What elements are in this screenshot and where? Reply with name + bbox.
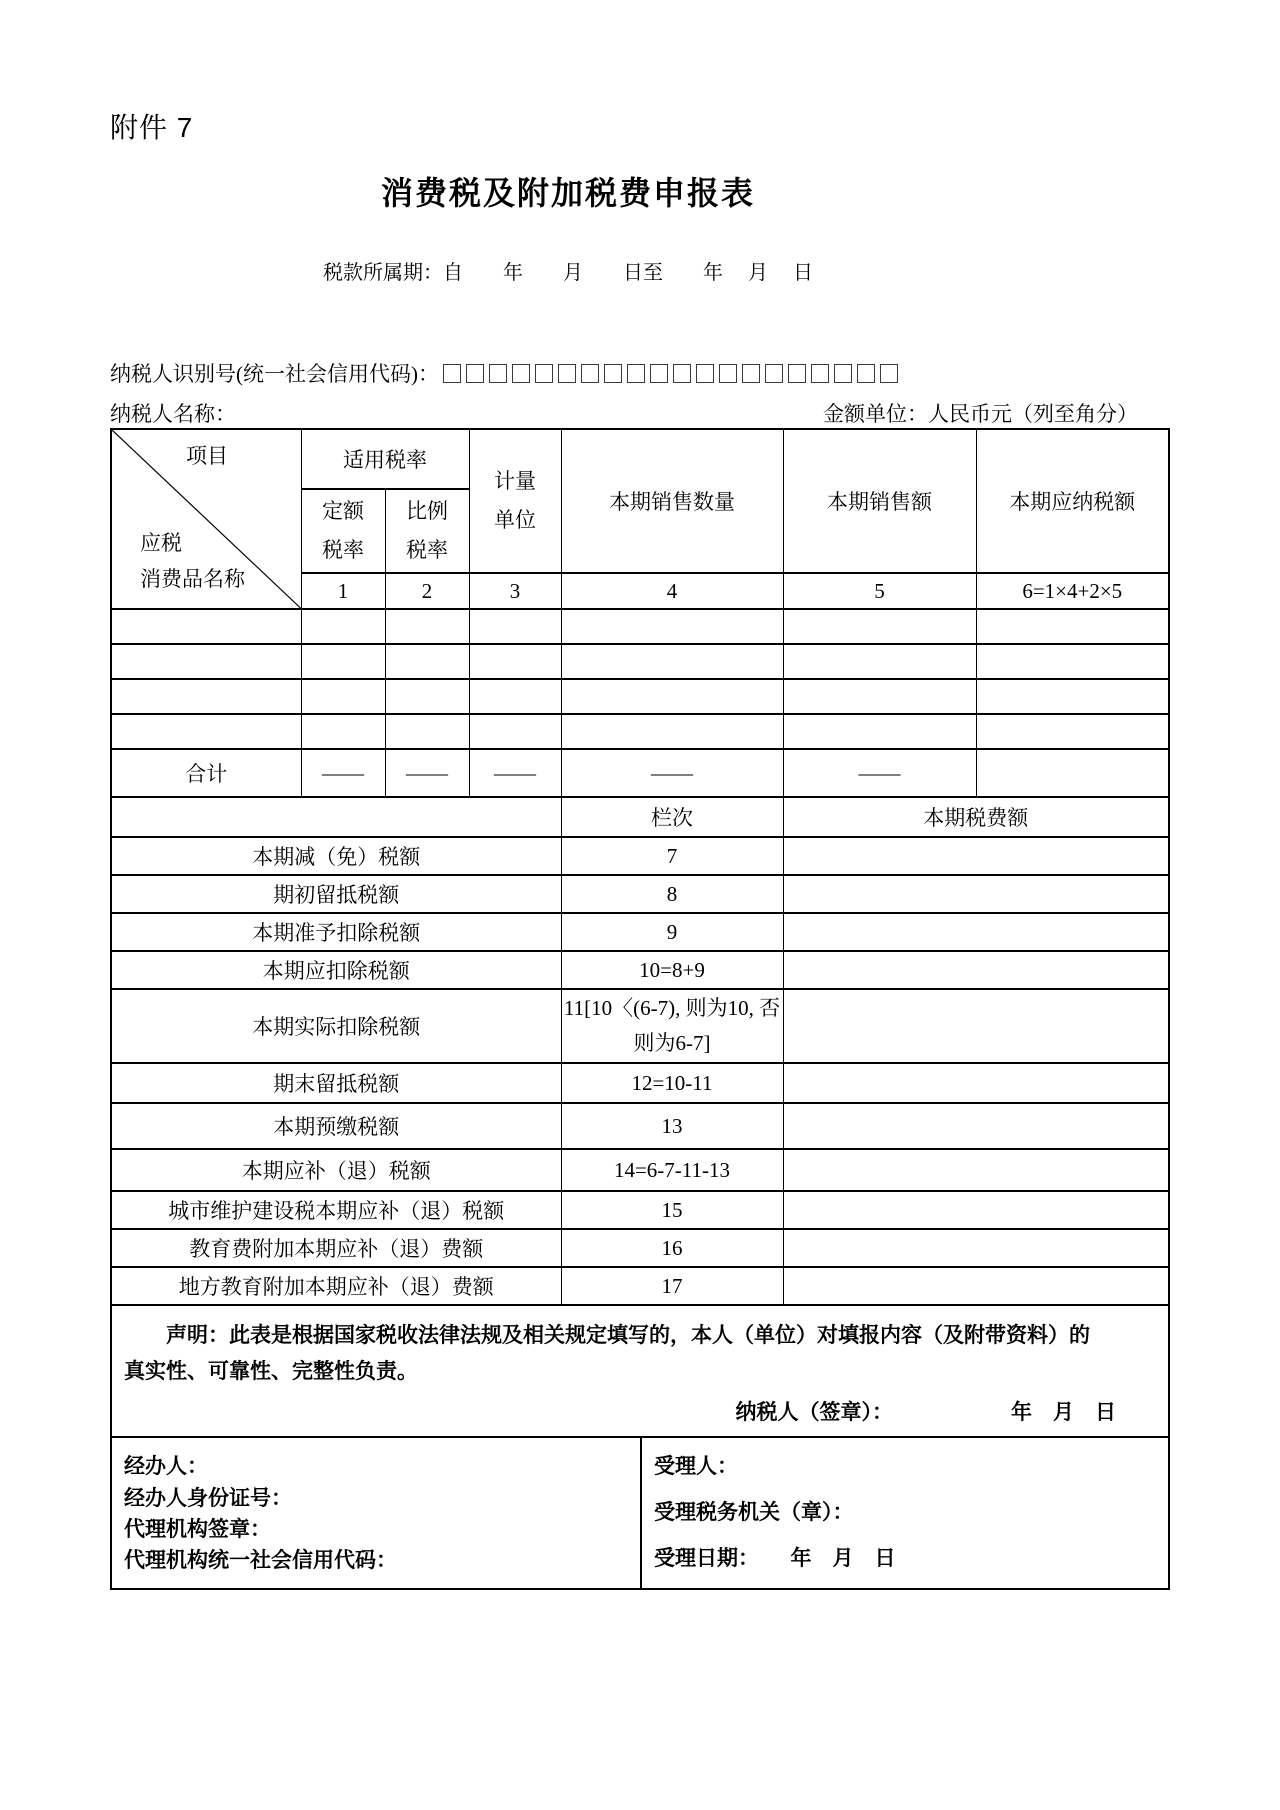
agency-credit-code-label: 代理机构统一社会信用代码： (124, 1549, 397, 1573)
detail-row-no: 9 (561, 913, 783, 951)
detail-row-no: 15 (561, 1191, 783, 1229)
detail-row-label: 本期应扣除税额 (111, 951, 561, 989)
taxpayer-id-box[interactable] (880, 364, 898, 383)
tax-payable-cell[interactable] (976, 714, 1169, 749)
detail-row-value-cell[interactable] (783, 1103, 1169, 1149)
goods-empty-row (111, 679, 1169, 714)
goods-name-cell[interactable] (111, 644, 301, 679)
total-dash-cell: —— (469, 749, 561, 797)
tax-payable-cell[interactable] (976, 609, 1169, 644)
total-dash-cell: —— (561, 749, 783, 797)
acceptance-info-block (642, 1438, 1168, 1588)
attachment-label: 附件 7 (110, 112, 194, 143)
detail-row-label: 本期准予扣除税额 (111, 913, 561, 951)
detail-row-value-cell[interactable] (783, 989, 1169, 1063)
declaration-signature-line (112, 1396, 1116, 1426)
detail-header-column-no: 栏次 (561, 797, 783, 837)
sales-amount-cell[interactable] (783, 679, 976, 714)
header-item: 项目 (186, 444, 228, 468)
goods-empty-row (111, 609, 1169, 644)
detail-row-label: 本期预缴税额 (111, 1103, 561, 1149)
declaration-row (111, 1305, 1169, 1437)
header-taxable-line1: 应税 (140, 530, 182, 555)
detail-row-label: 城市维护建设税本期应补（退）税额 (111, 1191, 561, 1229)
goods-name-cell[interactable] (111, 714, 301, 749)
taxpayer-id-box[interactable] (650, 364, 668, 383)
header-sales-quantity: 本期销售数量 (561, 429, 783, 573)
sales-quantity-cell[interactable] (561, 609, 783, 644)
detail-row-no: 12=10-11 (561, 1063, 783, 1103)
acceptor-label: 受理人： (654, 1455, 738, 1479)
amount-unit-label: 金额单位：人民币元（列至角分） (823, 402, 1138, 426)
taxpayer-id-box[interactable] (719, 364, 737, 383)
taxpayer-id-box[interactable] (443, 364, 461, 383)
taxpayer-name-line (110, 398, 1168, 428)
signature-date-label: 年 月 日 (1011, 1401, 1116, 1425)
detail-row-no: 14=6-7-11-13 (561, 1149, 783, 1191)
tax-payable-cell[interactable] (976, 644, 1169, 679)
detail-row (111, 1191, 1169, 1229)
column-number-4: 4 (561, 573, 783, 609)
detail-row (111, 1267, 1169, 1305)
taxpayer-id-box[interactable] (535, 364, 553, 383)
detail-row-no: 11[10〈(6-7), 则为10, 否则为6-7] (561, 989, 783, 1063)
taxpayer-id-box[interactable] (696, 364, 714, 383)
page-title: 消费税及附加税费申报表 (380, 175, 755, 211)
detail-row-no: 7 (561, 837, 783, 875)
detail-row-no: 17 (561, 1267, 783, 1305)
unit-cell[interactable] (469, 714, 561, 749)
detail-row-no: 16 (561, 1229, 783, 1267)
unit-cell[interactable] (469, 679, 561, 714)
taxpayer-id-box[interactable] (489, 364, 507, 383)
detail-row-value-cell[interactable] (783, 913, 1169, 951)
detail-row-label: 地方教育附加本期应补（退）费额 (111, 1267, 561, 1305)
taxpayer-id-boxes[interactable] (443, 364, 903, 383)
taxpayer-id-box[interactable] (512, 364, 530, 383)
unit-cell[interactable] (469, 644, 561, 679)
unit-cell[interactable] (469, 609, 561, 644)
header-tax-payable: 本期应纳税额 (976, 429, 1169, 573)
column-number-2: 2 (385, 573, 469, 609)
detail-row-no: 8 (561, 875, 783, 913)
taxpayer-id-box[interactable] (742, 364, 760, 383)
goods-name-cell[interactable] (111, 609, 301, 644)
detail-header-blank (111, 797, 561, 837)
detail-row-value-cell[interactable] (783, 1149, 1169, 1191)
column-number-6: 6=1×4+2×5 (976, 573, 1169, 609)
tax-payable-cell[interactable] (976, 679, 1169, 714)
taxpayer-signature-label: 纳税人（签章）： (735, 1401, 893, 1425)
detail-row (111, 1063, 1169, 1103)
footer-row (111, 1437, 1169, 1589)
sales-quantity-cell[interactable] (561, 679, 783, 714)
header-taxable-line2: 消费品名称 (140, 567, 245, 592)
header-sales-amount: 本期销售额 (783, 429, 976, 573)
footer-cell (111, 1437, 1169, 1589)
detail-row-label: 本期实际扣除税额 (111, 989, 561, 1063)
total-dash-cell: —— (385, 749, 469, 797)
detail-row-label: 期初留抵税额 (111, 875, 561, 913)
detail-row-value-cell[interactable] (783, 951, 1169, 989)
taxpayer-id-box[interactable] (673, 364, 691, 383)
declaration-text: 声明：此表是根据国家税收法律法规及相关规定填写的，本人（单位）对填报内容（及附带资料）的真实性、可靠性、完整性负责。 (124, 1324, 1090, 1384)
header-measure-unit: 计量单位 (469, 429, 561, 573)
proportional-rate-cell[interactable] (385, 679, 469, 714)
proportional-rate-cell[interactable] (385, 609, 469, 644)
total-tax-payable-cell[interactable] (976, 749, 1169, 797)
total-label: 合计 (111, 749, 301, 797)
taxpayer-name-label: 纳税人名称： (110, 402, 236, 426)
taxpayer-id-box[interactable] (466, 364, 484, 383)
detail-row (111, 951, 1169, 989)
column-number-5: 5 (783, 573, 976, 609)
header-fixed-rate: 定额税率 (301, 489, 385, 573)
proportional-rate-cell[interactable] (385, 714, 469, 749)
goods-name-cell[interactable] (111, 679, 301, 714)
fixed-rate-cell[interactable] (301, 679, 385, 714)
total-dash-cell: —— (301, 749, 385, 797)
detail-row-label: 本期应补（退）税额 (111, 1149, 561, 1191)
taxpayer-id-label: 纳税人识别号(统一社会信用代码)： (110, 362, 439, 386)
taxpayer-id-box[interactable] (604, 364, 622, 383)
header-applicable-rate: 适用税率 (301, 429, 469, 489)
detail-row-no: 13 (561, 1103, 783, 1149)
taxpayer-id-box[interactable] (765, 364, 783, 383)
detail-row-value-cell[interactable] (783, 1191, 1169, 1229)
fixed-rate-cell[interactable] (301, 644, 385, 679)
taxpayer-id-box[interactable] (857, 364, 875, 383)
column-number-1: 1 (301, 573, 385, 609)
sales-quantity-cell[interactable] (561, 714, 783, 749)
fixed-rate-cell[interactable] (301, 714, 385, 749)
detail-row (111, 1229, 1169, 1267)
taxpayer-id-box[interactable] (558, 364, 576, 383)
goods-empty-row (111, 644, 1169, 679)
total-dash-cell: —— (783, 749, 976, 797)
detail-row (111, 1103, 1169, 1149)
taxpayer-id-box[interactable] (581, 364, 599, 383)
taxpayer-id-line (110, 360, 903, 386)
taxpayer-id-box[interactable] (834, 364, 852, 383)
taxpayer-id-box[interactable] (811, 364, 829, 383)
detail-row (111, 837, 1169, 875)
sales-quantity-cell[interactable] (561, 644, 783, 679)
tax-period-line: 税款所属期：自 年 月 日至 年 月 日 (323, 262, 813, 284)
fixed-rate-cell[interactable] (301, 609, 385, 644)
detail-row (111, 913, 1169, 951)
sales-amount-cell[interactable] (783, 644, 976, 679)
detail-header-row (111, 797, 1169, 837)
sales-amount-cell[interactable] (783, 714, 976, 749)
detail-row-label: 教育费附加本期应补（退）费额 (111, 1229, 561, 1267)
column-number-3: 3 (469, 573, 561, 609)
detail-header-current-amount: 本期税费额 (783, 797, 1169, 837)
detail-row-no: 10=8+9 (561, 951, 783, 989)
header-taxable-goods-name (140, 525, 245, 599)
handler-id-label: 经办人身份证号： (124, 1486, 292, 1510)
taxpayer-id-box[interactable] (627, 364, 645, 383)
sales-amount-cell[interactable] (783, 609, 976, 644)
accepting-authority-label: 受理税务机关（章）： (654, 1501, 854, 1525)
detail-row-value-cell[interactable] (783, 1063, 1169, 1103)
detail-row-value-cell[interactable] (783, 1267, 1169, 1305)
total-row (111, 749, 1169, 797)
detail-row-label: 期末留抵税额 (111, 1063, 561, 1103)
proportional-rate-cell[interactable] (385, 644, 469, 679)
consumption-tax-form-table (110, 428, 1170, 1590)
detail-row (111, 1149, 1169, 1191)
handler-label: 经办人： (124, 1455, 208, 1479)
header-proportional-rate: 比例税率 (385, 489, 469, 573)
detail-row-value-cell[interactable] (783, 1229, 1169, 1267)
detail-row-value-cell[interactable] (783, 837, 1169, 875)
detail-row (111, 989, 1169, 1063)
detail-row (111, 875, 1169, 913)
agency-signature-label: 代理机构签章： (124, 1517, 271, 1541)
agent-info-block (112, 1438, 642, 1588)
acceptance-date-label: 受理日期： 年 月 日 (654, 1547, 896, 1571)
detail-row-value-cell[interactable] (783, 875, 1169, 913)
taxpayer-id-box[interactable] (788, 364, 806, 383)
diagonal-header-cell (111, 429, 301, 609)
goods-empty-row (111, 714, 1169, 749)
detail-row-label: 本期减（免）税额 (111, 837, 561, 875)
declaration-cell (111, 1305, 1169, 1437)
